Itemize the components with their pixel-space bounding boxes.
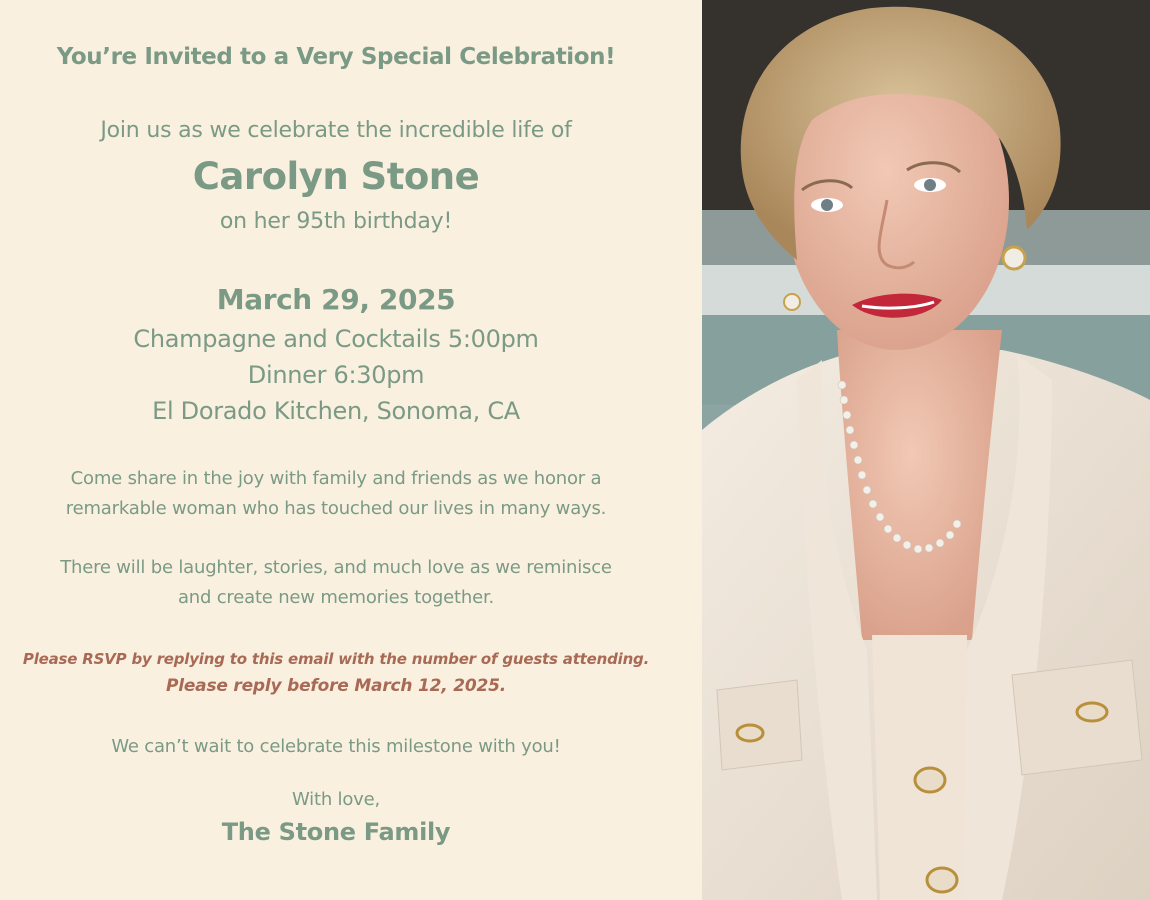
closing-line: We can’t wait to celebrate this milestone with you!	[111, 736, 561, 757]
rsvp-request: Please RSVP by replying to this email with the number of guests attending.	[22, 650, 650, 668]
rsvp-deadline: Please reply before March 12, 2025.	[165, 676, 507, 696]
intro-line: Join us as we celebrate the incredible life of	[100, 118, 572, 143]
paragraph2-line2: and create new memories together.	[177, 587, 495, 608]
honoree-name: Carolyn Stone	[192, 155, 480, 198]
signature: The Stone Family	[221, 818, 451, 846]
honoree-portrait-photo	[702, 0, 1150, 900]
paragraph1-line2: remarkable woman who has touched our lives in many ways.	[65, 498, 607, 519]
paragraph2-line1: There will be laughter, stories, and much love as we reminisce	[60, 557, 612, 578]
paragraph1-line1: Come share in the joy with family and friends as we honor a	[70, 468, 602, 489]
dinner-time: Dinner 6:30pm	[247, 361, 425, 389]
headline: You’re Invited to a Very Special Celebration!	[56, 44, 616, 70]
sign-off: With love,	[291, 789, 381, 810]
cocktails-time: Champagne and Cocktails 5:00pm	[133, 325, 539, 353]
occasion-line: on her 95th birthday!	[219, 209, 453, 234]
venue: El Dorado Kitchen, Sonoma, CA	[152, 397, 520, 425]
event-date: March 29, 2025	[216, 283, 456, 316]
